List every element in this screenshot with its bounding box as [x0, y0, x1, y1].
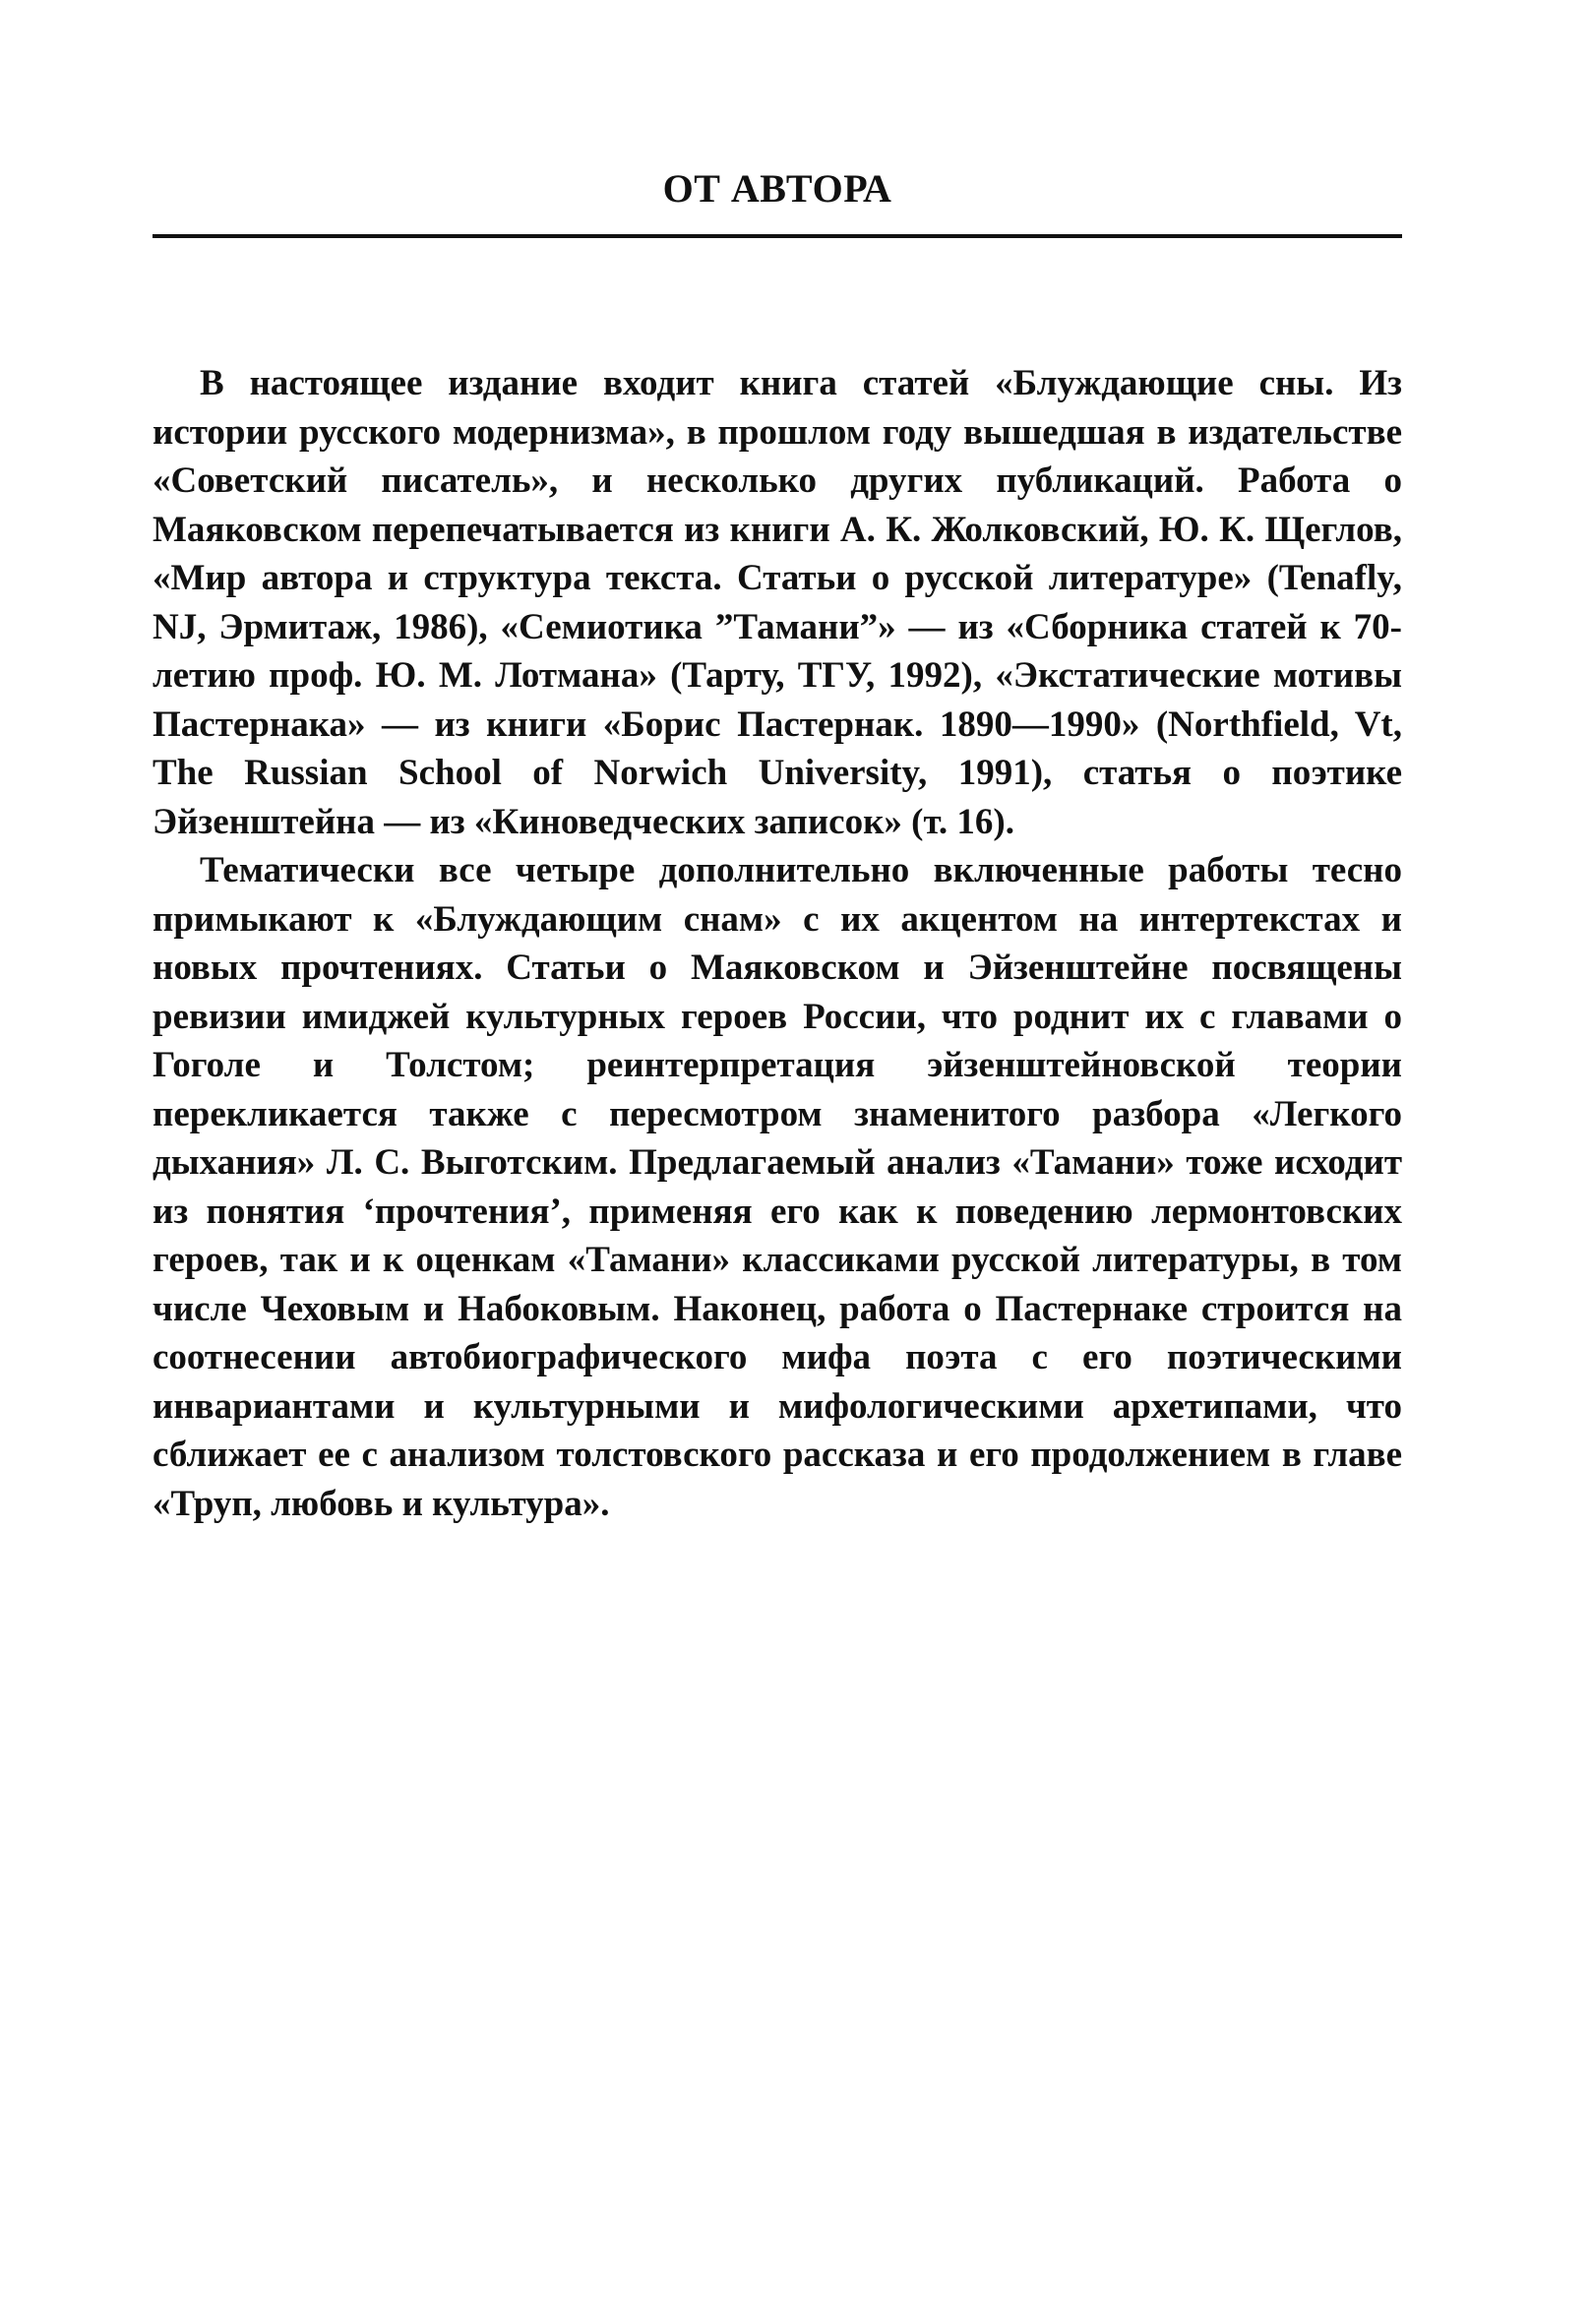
- paragraph-2: Тематически все четыре дополнительно включенные работы тесно примыкают к «Блуждающим снам» с их акцентом на интертекстах и новых прочтениях. Статьи о Маяковском и Эйзенштейне посвящены ревизии имиджей культурных героев России, что роднит их с главами о Гоголе и Толстом; реинтерпретация эйзенштейновской теории перекликается также с пересмотром знаменитого разбора «Легкого дыхания» Л. С. Выготским. Предлагаемый анализ «Тамани» тоже исходит из понятия ‘прочтения’, применяя его как к поведению лермонтовских героев, так и к оценкам «Тамани» классиками русской литературы, в том числе Чеховым и Набоковым. Наконец, работа о Пастернаке строится на соотнесении автобиографического мифа поэта с его поэтическими инвариантами и культурными и мифологическими архетипами, что сближает ее с анализом толстовского рассказа и его продолжением в главе «Труп, любовь и культура».: [153, 850, 1402, 1524]
- title-rule: [153, 234, 1402, 238]
- body-text: [153, 359, 1402, 1528]
- paragraph-1: В настоящее издание входит книга статей «Блуждающие сны. Из истории русского модернизма», в прошлом году вышедшая в издательстве «Советский писатель», и несколько других публикаций. Работа о Маяковском перепечатывается из книги А. К. Жолковский, Ю. К. Щеглов, «Мир автора и структура текста. Статьи о русской литературе» (Tenafly, NJ, Эрмитаж, 1986), «Семиотика ”Тамани”» — из «Сборника статей к 70-летию проф. Ю. М. Лотмана» (Тарту, ТГУ, 1992), «Экстатические мотивы Пастернака» — из книги «Борис Пастернак. 1890—1990» (Northfield, Vt, The Russian School of Norwich University, 1991), статья о поэтике Эйзенштейна — из «Киноведческих записок» (т. 16).: [153, 363, 1402, 842]
- page-title: ОТ АВТОРА: [662, 166, 892, 211]
